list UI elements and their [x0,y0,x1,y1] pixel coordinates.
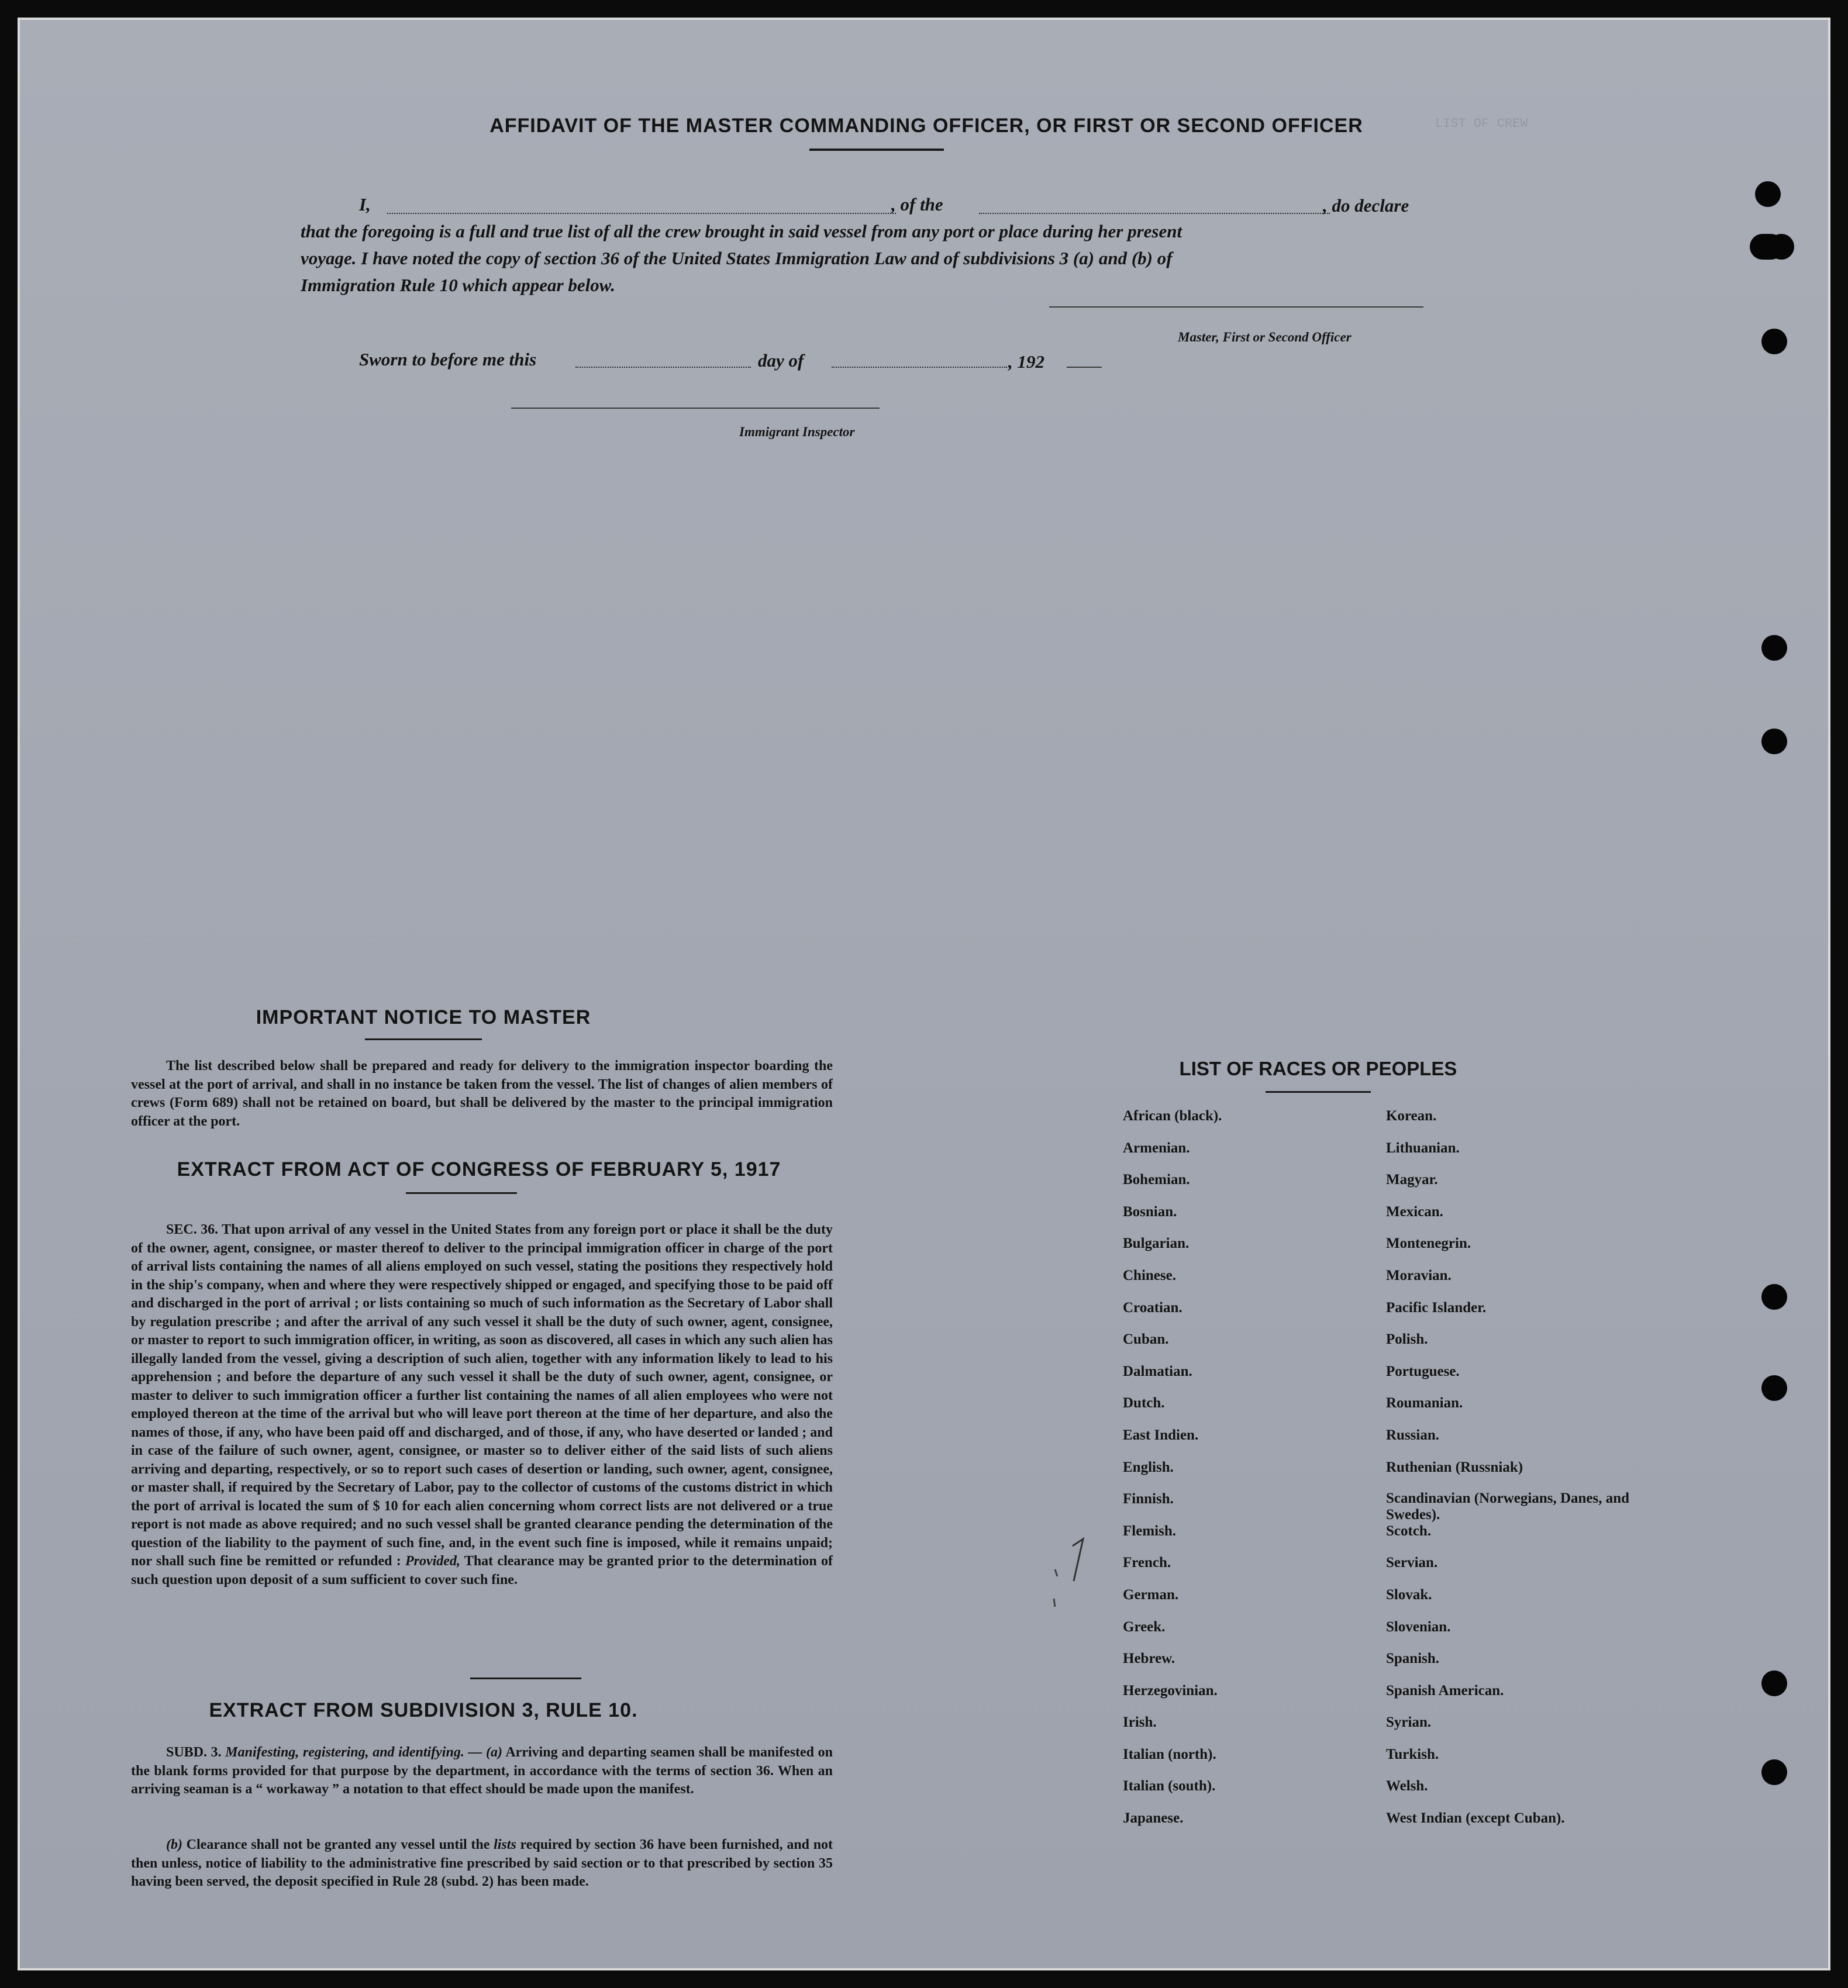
race-item: Scandinavian (Norwegians, Danes, and Swedes). [1386,1490,1630,1523]
rule-b-body1: Clearance shall not be granted any vessel until the [186,1837,490,1852]
act-provided: Provided, [405,1554,460,1569]
punch-hole [1761,1759,1787,1785]
affidavit-line-4: Immigration Rule 10 which appear below. [301,275,615,295]
race-item: Mexican. [1386,1203,1443,1220]
affidavit-line-2: that the foregoing is a full and true list of all the crew brought in said vessel from any port or place during her present [301,221,1182,241]
act-body [131,1221,833,1589]
race-item: Bosnian. [1123,1203,1177,1220]
affidavit-do-declare: , do declare [1323,195,1409,216]
race-item: Irish. [1123,1714,1157,1731]
race-item: Armenian. [1123,1140,1190,1156]
rule-para-b [131,1836,833,1892]
race-item: Bulgarian. [1123,1235,1190,1252]
race-item: Scotch. [1386,1523,1432,1539]
inspector-label: Immigrant Inspector [739,424,855,439]
race-item: Lithuanian. [1386,1140,1460,1156]
rule-a-body: Arriving and departing seamen shall be manifested on the blank forms provided for that purpose by the department, in accordance with the terms of section 36. When an arriving seaman is a “ workaway ” a notation to that effect should be made upon the manifest. [131,1745,833,1797]
rule-a-lead: SUBD. 3. [166,1745,222,1760]
document-page [18,18,1830,1970]
punch-hole [1761,1671,1787,1696]
race-item: Spanish. [1386,1651,1440,1667]
race-item: Italian (north). [1123,1746,1216,1762]
race-item: Slovenian. [1386,1618,1451,1635]
name-blank[interactable] [387,213,896,214]
race-item: Dutch. [1123,1395,1165,1411]
race-item: Polish. [1386,1331,1428,1348]
notice-body: The list described below shall be prepared and ready for delivery to the immigration inspector boarding the vessel at the port of arrival, and shall in no instance be taken from the vessel. The list of changes of alien members of crews (Form 689) shall not be retained on board, but shall be delivered by the master to the principal immigration officer at the port. [131,1058,833,1129]
rule-b-lists: lists [494,1837,516,1852]
races-right-column [1386,1107,1643,1842]
race-item: Moravian. [1386,1267,1451,1283]
notice-underline [365,1038,482,1040]
races-left-column [1123,1107,1345,1842]
race-item: Servian. [1386,1555,1438,1571]
race-item: Cuban. [1123,1331,1169,1348]
bleed-through-text: LIST OF CREW [1435,116,1528,131]
pencil-mark [1037,1534,1108,1622]
race-item: Russian. [1386,1427,1440,1443]
race-item: English. [1123,1459,1174,1475]
race-item: Syrian. [1386,1714,1432,1731]
race-item: Flemish. [1123,1523,1176,1539]
rule-para-a [131,1744,833,1799]
race-item: Turkish. [1386,1746,1439,1762]
race-item: East Indien. [1123,1427,1199,1443]
race-item: West Indian (except Cuban). [1386,1810,1565,1827]
day-of-text: day of [758,350,804,371]
punch-hole [1761,1284,1787,1310]
race-item: Slovak. [1386,1586,1432,1603]
race-item: Italian (south). [1123,1778,1216,1794]
race-item: Korean. [1386,1108,1437,1124]
punch-hole [1761,329,1787,354]
act-title: EXTRACT FROM ACT OF CONGRESS OF FEBRUARY 5, 1917 [177,1158,781,1181]
act-body-start: SEC. 36. That upon arrival of any vessel in the United States from any foreign port or place it shall be the duty of the owner, agent, consignee, or master thereof to deliver to the principal immigration officer in charge of the port of arrival lists containing the names of all aliens employed on such vessel, stating the positions they respectively hold in the ship's company, when and where they were respectively shipped or engaged, and specifying those to be paid off and discharged in the port of arrival ; or lists containing so much of such information as the Secretary of Labor shall by regulation prescribe ; and after the arrival of any such vessel it shall be the duty of such owner, agent, consignee, or master to report to such immigration officer, in writing, as soon as discovered, all cases in which any such alien has illegally landed from the vessel, giving a description of such alien, together with any information likely to lead to his apprehension ; and before the departure of any such vessel it shall be the duty of such owner, agent, consignee, or master to deliver to such immigration officer a further list containing the names of all alien employees who were not employed thereon at the time of the arrival but who will leave port thereon at the time of her departure, and also the names of those, if any, who have been paid off and discharged, and of those, if any, who have deserted or landed ; and in case of the failure of such owner, agent, consignee, or master so to deliver either of the said lists of such aliens arriving and departing, respectively, or so to report such cases of desertion or landing, such owner, agent, consignee, or master shall, if required by the Secretary of Labor, pay to the collector of customs of the customs district in which the port of arrival is located the sum of $ 10 for each alien concerning whom correct lists are not delivered or a true report is not made as above required; and no such vessel shall be granted clearance pending the determination of the question of the liability to the payment of such fine, and, in the event such fine is imposed, while it remains unpaid; nor shall such fine be remitted or refunded : [131,1222,833,1569]
race-item: Finnish. [1123,1491,1174,1507]
rule-b-lead: (b) [166,1837,182,1852]
affidavit-i: I, [359,194,371,215]
race-item: Pacific Islander. [1386,1299,1487,1316]
races-title: LIST OF RACES OR PEOPLES [1179,1058,1457,1079]
race-item: Bohemian. [1123,1172,1190,1188]
sworn-month-blank[interactable] [832,367,1007,368]
master-signature-line[interactable] [1049,306,1423,308]
race-item: Hebrew. [1123,1651,1175,1667]
sworn-text: Sworn to before me this [359,349,537,370]
rule-b-body2: required by section 36 have been furnished, and not then unless, notice of liability to the administrative fine prescribed by said section or to that prescribed by section 35 having been served, the deposit specified in Rule 28 (subd. 2) has been made. [131,1837,833,1889]
race-item: Japanese. [1123,1810,1184,1827]
sworn-day-blank[interactable] [575,367,751,368]
race-item: Portuguese. [1386,1363,1460,1379]
race-item: Ruthenian (Russniak) [1386,1459,1523,1475]
year-blank[interactable] [1067,367,1102,368]
rule-separator [470,1678,581,1679]
rule-title: EXTRACT FROM SUBDIVISION 3, RULE 10. [209,1699,638,1721]
race-item: Herzegovinian. [1123,1682,1218,1699]
affidavit-of-the: , of the [891,194,943,215]
punch-hole [1768,234,1794,260]
punch-hole [1755,181,1781,207]
affidavit-line-3: voyage. I have noted the copy of section 36 of the United States Immigration Law and of subdivisions 3 (a) and (b) of [301,248,1173,268]
year-text: , 192 [1008,351,1044,372]
inspector-signature-line[interactable] [511,408,880,409]
act-body-end: That clearance may be granted prior to the determination of such question upon deposit of a sum sufficient to cover such fine. [131,1554,833,1587]
race-item: German. [1123,1586,1179,1603]
punch-hole [1761,729,1787,754]
master-signature-label: Master, First or Second Officer [1178,330,1351,344]
race-item: Greek. [1123,1618,1166,1635]
race-item: French. [1123,1555,1171,1571]
punch-hole [1761,1375,1787,1401]
race-item: African (black). [1123,1108,1222,1124]
rule-a-heading: Manifesting, registering, and identifying. — (a) [225,1745,503,1760]
races-underline [1266,1091,1371,1093]
notice-title: IMPORTANT NOTICE TO MASTER [256,1006,591,1028]
act-underline [406,1192,517,1194]
race-item: Welsh. [1386,1778,1428,1794]
punch-hole [1761,635,1787,661]
race-item: Chinese. [1123,1267,1176,1283]
race-item: Spanish American. [1386,1682,1504,1699]
vessel-blank[interactable] [979,213,1330,214]
race-item: Montenegrin. [1386,1235,1471,1252]
race-item: Croatian. [1123,1299,1182,1316]
affidavit-title: AFFIDAVIT OF THE MASTER COMMANDING OFFICER, OR FIRST OR SECOND OFFICER [489,115,1363,137]
race-item: Roumanian. [1386,1395,1463,1411]
title-underline [809,149,944,151]
race-item: Dalmatian. [1123,1363,1192,1379]
race-item: Magyar. [1386,1172,1438,1188]
